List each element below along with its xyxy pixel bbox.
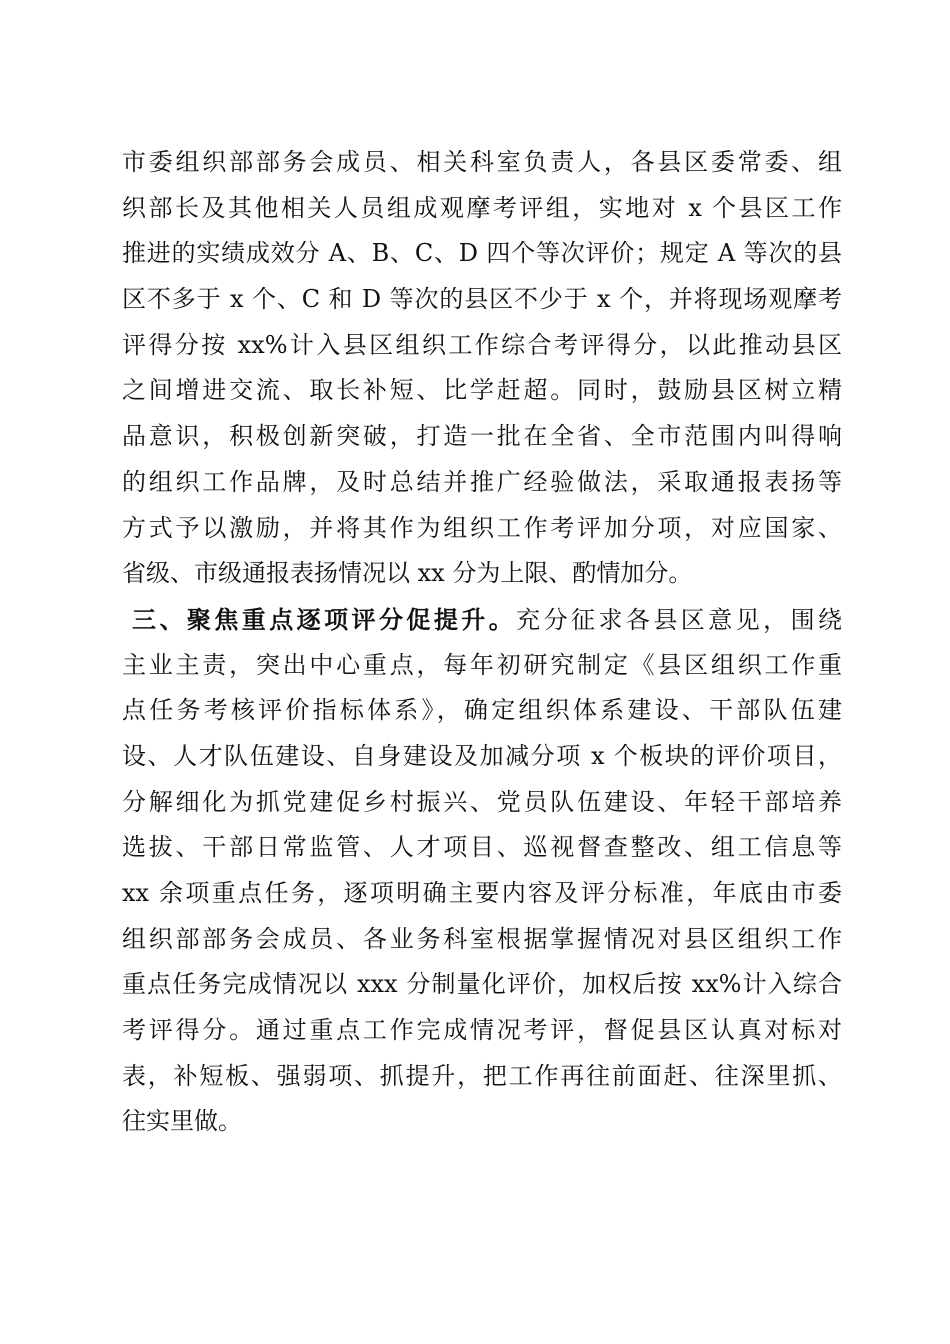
text-line: 往实里做。 <box>122 1107 242 1136</box>
text-line: 方式予以激励，并将其作为组织工作考评加分项，对应国家、 <box>122 513 842 542</box>
text-line: 省级、市级通报表扬情况以 xx 分为上限、酌情加分。 <box>122 559 693 588</box>
text-line: 评得分按 xx%计入县区组织工作综合考评得分，以此推动县区 <box>122 330 842 359</box>
text-line: 设、人才队伍建设、自身建设及加减分项 x 个板块的评价项目， <box>122 741 842 770</box>
text-line: 之间增进交流、取长补短、比学赶超。同时，鼓励县区树立精 <box>122 376 842 405</box>
text-line: 分解细化为抓党建促乡村振兴、党员队伍建设、年轻干部培养 <box>122 787 842 816</box>
text-line: 市委组织部部务会成员、相关科室负责人，各县区委常委、组 <box>122 148 842 176</box>
text-line: xx 余项重点任务，逐项明确主要内容及评分标准，年底由市委 <box>122 879 842 907</box>
paragraph-1 <box>122 140 842 597</box>
text-line: 推进的实绩成效分 A、B、C、D 四个等次评价；规定 A 等次的县 <box>122 239 842 268</box>
text-line: 品意识，积极创新突破，打造一批在全省、全市范围内叫得响 <box>122 422 842 451</box>
text-run: 充分征求各县区意见，围绕 <box>516 605 843 634</box>
text-line: 组织部部务会成员、各业务科室根据掌握情况对县区组织工作 <box>122 924 842 953</box>
section-heading: 三、聚焦重点逐项评分促提升。 <box>132 604 517 634</box>
text-line: 选拔、干部日常监管、人才项目、巡视督查整改、组工信息等 <box>122 833 842 862</box>
paragraph-first-line <box>122 597 842 643</box>
text-line: 织部长及其他相关人员组成观摩考评组，实地对 x 个县区工作 <box>122 193 842 222</box>
text-line: 主业主责，突出中心重点，每年初研究制定《县区组织工作重 <box>122 650 842 679</box>
document-body <box>122 140 842 1145</box>
text-line: 的组织工作品牌，及时总结并推广经验做法，采取通报表扬等 <box>122 467 842 496</box>
text-line: 区不多于 x 个、C 和 D 等次的县区不少于 x 个，并将现场观摩考 <box>122 285 842 314</box>
text-line: 表，补短板、强弱项、抓提升，把工作再往前面赶、往深里抓、 <box>122 1061 842 1090</box>
text-line: 考评得分。通过重点工作完成情况考评，督促县区认真对标对 <box>122 1016 842 1045</box>
text-line: 点任务考核评价指标体系》，确定组织体系建设、干部队伍建 <box>122 696 842 725</box>
text-line: 重点任务完成情况以 xxx 分制量化评价，加权后按 xx%计入综合 <box>122 970 842 999</box>
paragraph-2 <box>122 597 842 1145</box>
